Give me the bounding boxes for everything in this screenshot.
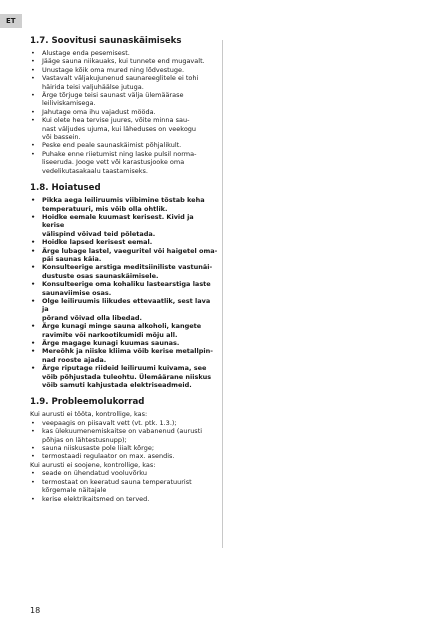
list-item-line: vedelikutasakaalu taastamiseks. xyxy=(42,166,148,175)
section-warnings xyxy=(30,183,218,389)
list-item xyxy=(30,452,218,460)
section-title: 1.8. Hoiatused xyxy=(30,183,101,194)
check-list-not-heating xyxy=(30,469,218,503)
section-sauna-tips xyxy=(30,36,218,175)
list-item-line: Konsulteerige arstiga meditsiiniliste vastunäi- xyxy=(42,263,213,272)
list-item-line: võib põhjustada tuleohtu. Ülemäärane niiskus xyxy=(42,372,212,381)
section-title: 1.7. Soovitusi saunaskäimiseks xyxy=(30,36,182,46)
list-item-line: põrand võivad olla libedad. xyxy=(42,313,142,322)
list-item-line: kõrgemale näitajale xyxy=(42,486,107,495)
list-item-line: seade on ühendatud vooluvõrku xyxy=(42,469,147,478)
tips-list xyxy=(30,49,218,175)
list-item-line: Kui olete hea tervise juures, võite minna sau- xyxy=(42,116,190,125)
list-item-line: sauna niiskusaste pole liialt kõrge; xyxy=(42,444,155,453)
list-item-line: dustuste osas saunaskäimisele. xyxy=(42,271,159,280)
warnings-list xyxy=(30,196,218,389)
check-list-not-working xyxy=(30,419,218,461)
page-number: 18 xyxy=(30,606,41,615)
intro-not-working: Kui aurusti ei tööta, kontrollige, kas: xyxy=(30,410,148,419)
list-item xyxy=(30,141,218,149)
list-item xyxy=(30,263,218,280)
list-item xyxy=(30,339,218,347)
list-item-line: Alustage enda pesemisest. xyxy=(42,49,130,57)
list-item xyxy=(30,238,218,246)
list-item xyxy=(30,108,218,116)
list-item-line: Olge leiliruumis liikudes ettevaatlik, sest lava ja xyxy=(42,296,211,314)
list-item xyxy=(30,364,218,389)
list-item-line: häirida teisi valjuhäälse jutuga. xyxy=(42,82,144,91)
list-item xyxy=(30,478,218,495)
list-item xyxy=(30,297,218,322)
column-divider xyxy=(222,40,223,548)
list-item-line: Mereõhk ja niiske kliima võib kerise metallpin- xyxy=(42,347,213,356)
list-item-line: saunaviimise osas. xyxy=(42,288,112,297)
list-item xyxy=(30,213,218,238)
list-item xyxy=(30,347,218,364)
list-item-line: nad rooste ajada. xyxy=(42,355,107,364)
list-item xyxy=(30,196,218,213)
list-item xyxy=(30,322,218,339)
list-item xyxy=(30,247,218,264)
list-item xyxy=(30,57,218,65)
list-item-line: Puhake enne riietumist ning laske pulsil norma- xyxy=(42,149,197,158)
list-item-line: Jääge sauna niikauaks, kui tunnete end mugavalt. xyxy=(42,57,205,66)
list-item xyxy=(30,419,218,427)
list-item-line: Peske end peale saunaskäimist põhjalikult. xyxy=(42,141,182,150)
list-item-line: veepaagis on piisavalt vett (vt. ptk. 1.3.); xyxy=(42,418,177,427)
section-troubleshooting xyxy=(30,397,218,502)
list-item-line: ravimite või narkootikumidi mõju all. xyxy=(42,330,178,339)
list-item-line: kerise elektrikaitsmed on terved. xyxy=(42,494,150,503)
list-item xyxy=(30,444,218,452)
list-item-line: termostaat on keeratud sauna temperatuurist xyxy=(42,477,192,486)
list-item xyxy=(30,91,218,108)
list-item-line: Ärge tõrjuge teisi saunast välja ülemäärase xyxy=(42,91,184,100)
list-item-line: välispind võivad teid põletada. xyxy=(42,229,156,238)
list-item-line: põhjas on lähtestusnupp); xyxy=(42,435,127,444)
list-item xyxy=(30,49,218,57)
list-item-line: leiliviskamisega. xyxy=(42,99,96,108)
list-item xyxy=(30,495,218,503)
list-item-line: Jahutage oma ihu vajadust mööda. xyxy=(42,107,156,116)
list-item xyxy=(30,66,218,74)
list-item xyxy=(30,427,218,444)
list-item xyxy=(30,280,218,297)
section-title: 1.9. Probleemolukorrad xyxy=(30,397,145,408)
language-tab: ET xyxy=(0,14,22,28)
list-item-line: temperatuuri, mis võib olla ohtlik. xyxy=(42,204,168,213)
list-item-line: Unustage kõik oma mured ning lõdvestuge. xyxy=(42,65,185,74)
list-item-line: Ärge lubage lastel, vaeguritel või haigetel oma- xyxy=(42,246,218,255)
list-item xyxy=(30,74,218,91)
list-item-line: Vastavalt väljakujunenud saunareeglitele ei tohi xyxy=(42,74,199,83)
list-item-line: võib samuti kahjustada elektriseadmeid. xyxy=(42,381,192,390)
list-item-line: Ärge riputage riideid leiliruumi kuivama, see xyxy=(42,364,207,373)
list-item-line: termostaadi regulaator on max. asendis. xyxy=(42,452,175,461)
list-item-line: Hoidke lapsed kerisest eemal. xyxy=(42,238,153,247)
list-item-line: Hoidke eemale kuumast kerisest. Kivid ja kerise xyxy=(42,212,194,230)
list-item xyxy=(30,116,218,141)
list-item xyxy=(30,469,218,477)
list-item-line: liseeruda. Jooge vett või karastusjooke oma xyxy=(42,158,185,167)
manual-content xyxy=(30,36,218,511)
list-item-line: Ärge kunagi minge sauna alkoholi, kangete xyxy=(42,322,202,331)
list-item xyxy=(30,150,218,175)
list-item-line: Konsulteerige oma kohaliku lastearstiga laste xyxy=(42,280,211,289)
intro-not-heating: Kui aurusti ei soojene, kontrollige, kas: xyxy=(30,460,156,469)
list-item-line: või bassein. xyxy=(42,133,81,142)
list-item-line: Pikka aega leiliruumis viibimine tõstab keha xyxy=(42,196,205,205)
list-item-line: nast väljudes ujuma, kui läheduses on veekogu xyxy=(42,124,197,133)
list-item-line: kas ülekuumenemiskaitse on vabanenud (aurusti xyxy=(42,427,203,436)
list-item-line: Ärge magage kunagi kuumas saunas. xyxy=(42,339,180,347)
list-item-line: päi saunas käia. xyxy=(42,254,102,263)
